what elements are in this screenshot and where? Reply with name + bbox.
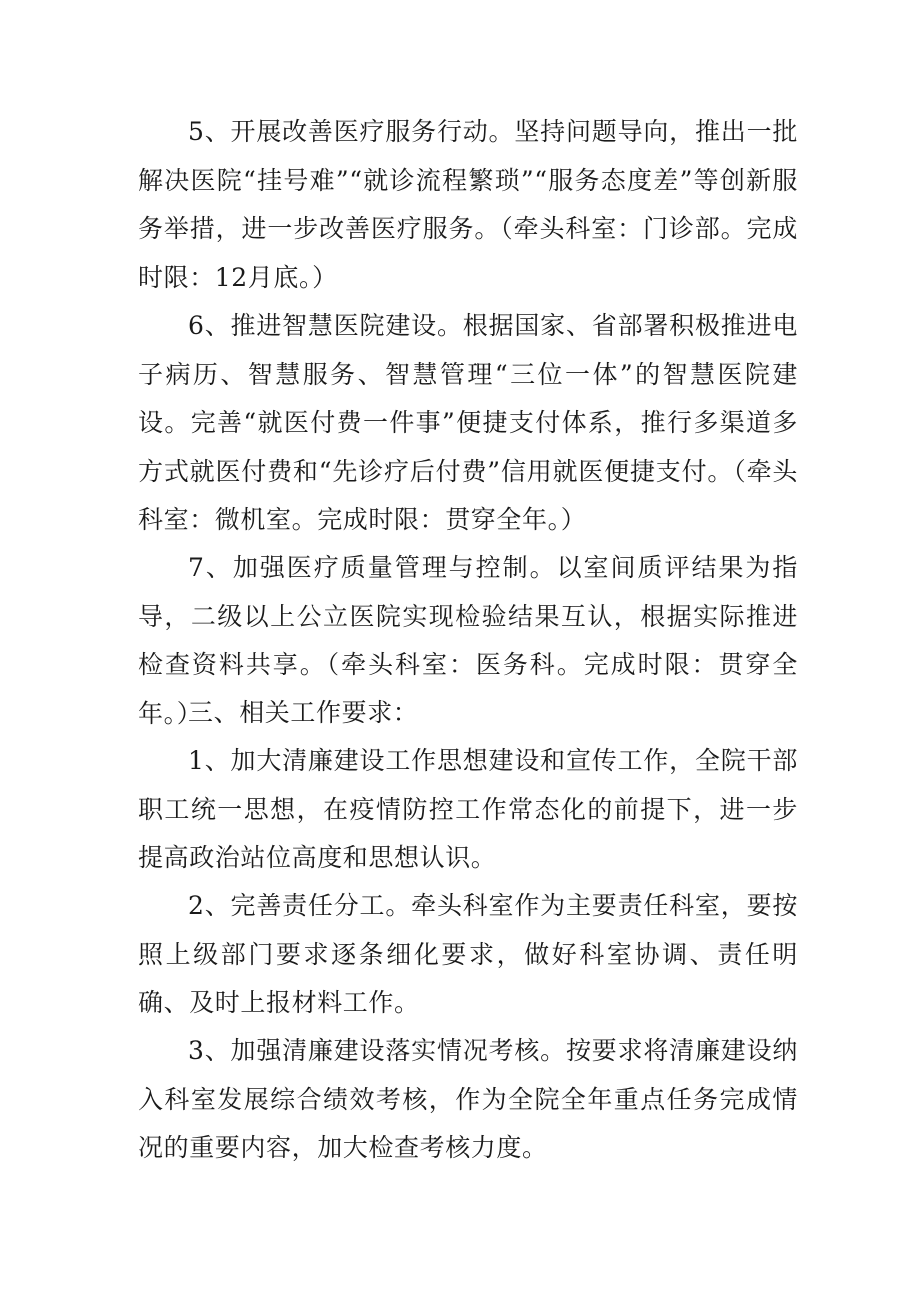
- requirement-item-2: 2、完善责任分工。牵头科室作为主要责任科室，要按照上级部门要求逐条细化要求，做好科室协调、责任明确、及时上报材料工作。: [138, 891, 798, 1017]
- section-heading-requirements: 三、相关工作要求：: [188, 698, 419, 727]
- requirement-item-3: 3、加强清廉建设落实情况考核。按要求将清廉建设纳入科室发展综合绩效考核，作为全院全年重点任务完成情况的重要内容，加大检查考核力度。: [138, 1036, 798, 1162]
- paragraph-item-6: 6、推进智慧医院建设。根据国家、省部署积极推进电子病历、智慧服务、智慧管理“三位一体”的智慧医院建设。完善“就医付费一件事”便捷支付体系，推行多渠道多方式就医付费和“先诊疗后付费”信用就医便捷支付。（牵头科室：微机室。完成时限：贯穿全年。）: [138, 311, 798, 534]
- paragraph-item-5: 5、开展改善医疗服务行动。坚持问题导向，推出一批解决医院“挂号难”“就诊流程繁琐”“服务态度差”等创新服务举措，进一步改善医疗服务。（牵头科室：门诊部。完成时限：12月底。）: [138, 117, 798, 292]
- requirement-item-1: 1、加大清廉建设工作思想建设和宣传工作，全院干部职工统一思想，在疫情防控工作常态化的前提下，进一步提高政治站位高度和思想认识。: [138, 746, 798, 872]
- paragraph-item-7: 7、加强医疗质量管理与控制。以室间质评结果为指导，二级以上公立医院实现检验结果互认，根据实际推进检查资料共享。（牵头科室：医务科。完成时限：贯穿全年。）: [138, 553, 798, 728]
